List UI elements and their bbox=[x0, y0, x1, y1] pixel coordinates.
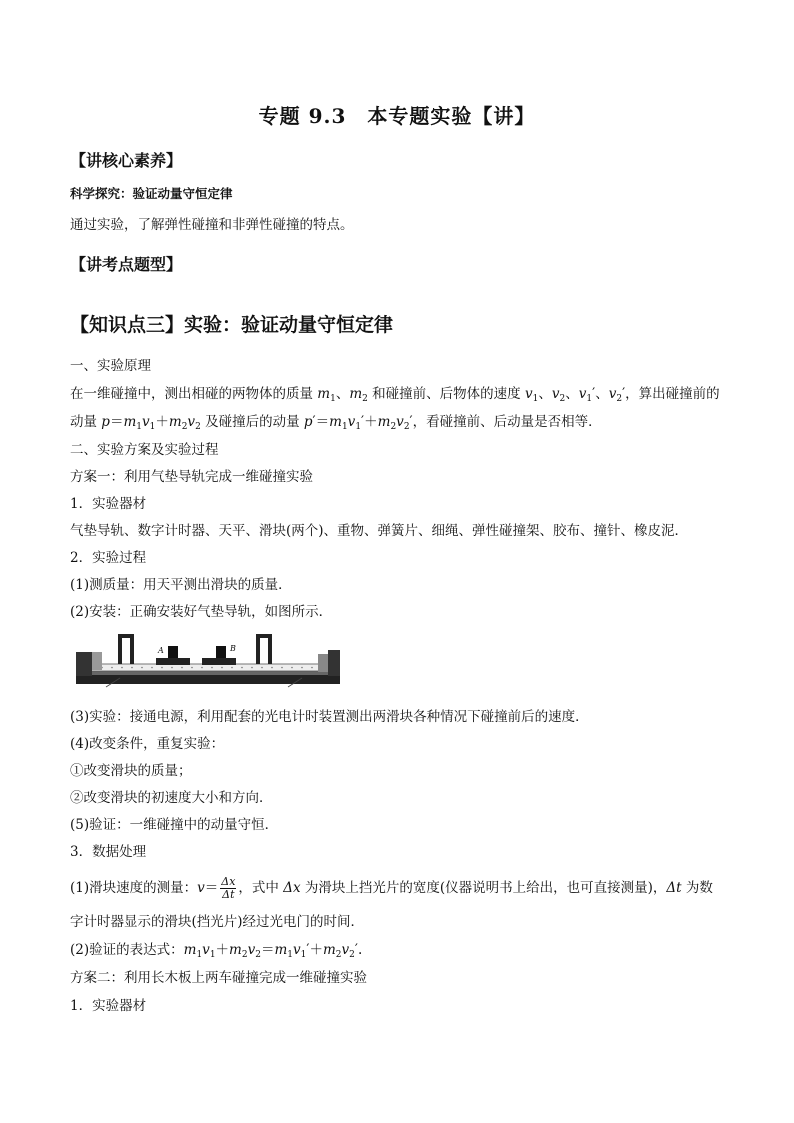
science-inquiry-line: 科学探究：验证动量守恒定律 bbox=[70, 186, 233, 201]
step-experiment: (3)实验：接通电源，利用配套的光电计时装置测出两滑块各种情况下碰撞前后的速度． bbox=[70, 709, 589, 725]
equipment-list: 气垫导轨、数字计时器、天平、滑块(两个)、重物、弹簧片、细绳、弹性碰撞架、胶布、撞针、橡皮泥． bbox=[70, 523, 689, 539]
step-measure-mass: (1)测质量：用天平测出滑块的质量． bbox=[70, 577, 292, 593]
verify-expression: (2)验证的表达式：$m_1v_1+m_2v_2=m_1v_1'+m_2v_2'$. bbox=[70, 942, 363, 960]
velocity-measure-line2: 字计时器显示的滑块(挡光片)经过光电门的时间． bbox=[70, 914, 365, 930]
velocity-measure-line1: (1)滑块速度的测量：v＝ $\frac{\Delta x}{\Delta t}$ ，式中 Δx 为滑块上挡光片的宽度(仪器说明书上给出，也可直接测量)，Δt 为数 bbox=[70, 875, 713, 901]
step-verify: (5)验证：一维碰撞中的动量守恒． bbox=[70, 817, 279, 833]
scheme-heading: 二、实验方案及实验过程 bbox=[70, 442, 219, 458]
step-change-velocity: ②改变滑块的初速度大小和方向． bbox=[70, 790, 273, 806]
step-change-conditions: (4)改变条件，重复实验： bbox=[70, 736, 225, 752]
section-exam-heading: 【讲考点题型】 bbox=[70, 255, 183, 274]
plan-two-equipment-heading: 1．实验器材 bbox=[70, 998, 147, 1014]
procedure-heading: 2．实验过程 bbox=[70, 550, 147, 566]
intro-text: 通过实验，了解弹性碰撞和非弹性碰撞的特点。 bbox=[70, 217, 354, 233]
step-install: (2)安装：正确安装好气垫导轨，如图所示． bbox=[70, 604, 333, 620]
velocity-fraction: $\frac{\Delta x}{\Delta t}$ bbox=[221, 875, 236, 901]
equipment-heading: 1．实验器材 bbox=[70, 496, 147, 512]
page-title: 专题 9.3 本专题实验【讲】 bbox=[258, 104, 536, 128]
principle-paragraph-line1: 在一维碰撞中，测出相碰的两物体的质量 $m_1$、$m_2$ 和碰撞前、后物体的速度 $v_1$、$v_2$、$v_1'$、$v_2'$，算出碰撞前的 bbox=[70, 386, 720, 404]
principle-heading: 一、实验原理 bbox=[70, 358, 151, 374]
slider-b-label: B bbox=[230, 644, 236, 653]
step-change-mass: ①改变滑块的质量； bbox=[70, 763, 192, 779]
plan-two-text: 方案二：利用长木板上两车碰撞完成一维碰撞实验 bbox=[70, 970, 367, 986]
section-core-heading: 【讲核心素养】 bbox=[70, 151, 183, 170]
plan-one-text: 方案一：利用气垫导轨完成一维碰撞实验 bbox=[70, 469, 313, 485]
principle-paragraph-line2: 动量 $p=m_1v_1+m_2v_2$ 及碰撞后的动量 $p'=m_1v_1'+m_2v_2'$，看碰撞前、后动量是否相等． bbox=[70, 414, 602, 432]
slider-a-label: A bbox=[158, 646, 164, 655]
data-processing-heading: 3．数据处理 bbox=[70, 844, 147, 860]
air-track-figure bbox=[72, 630, 342, 692]
knowledge-point-heading: 【知识点三】实验：验证动量守恒定律 bbox=[70, 314, 394, 336]
